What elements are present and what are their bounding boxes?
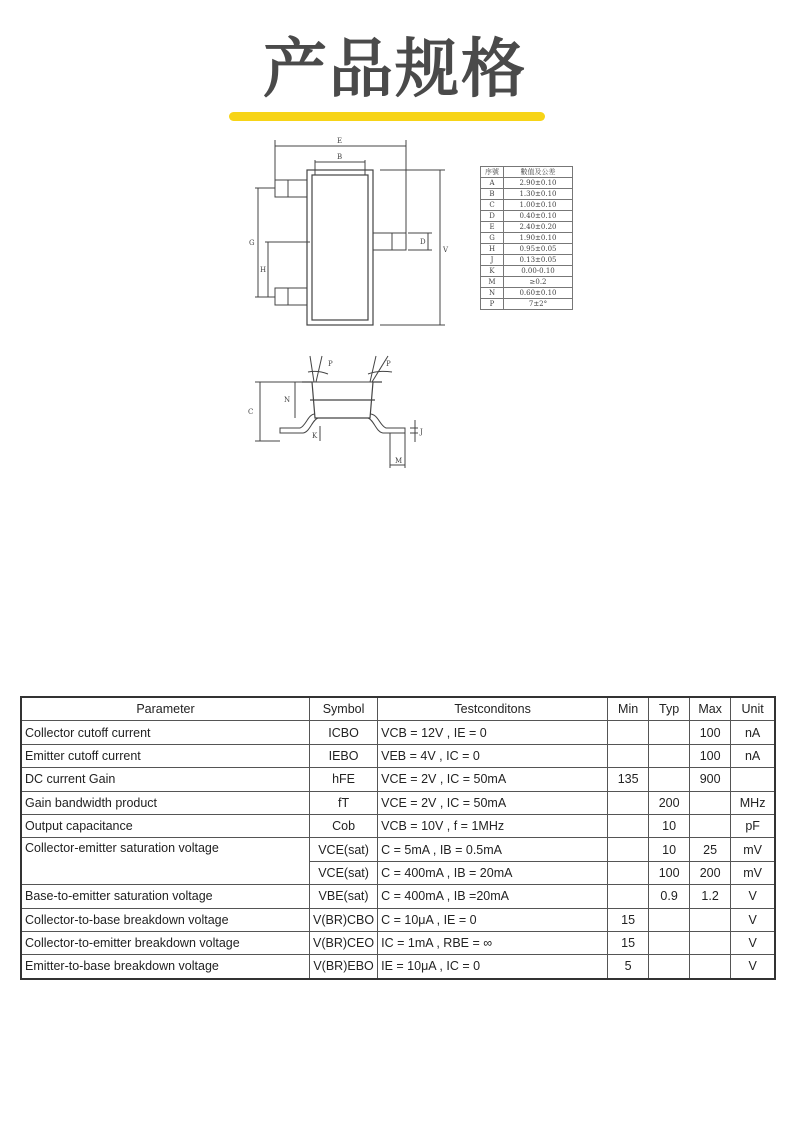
symbol-cell: V(BR)CEO — [310, 931, 378, 954]
min-cell: 15 — [608, 908, 649, 931]
dimension-row — [481, 211, 573, 222]
dimension-value: 0.00-0.10 — [504, 266, 573, 277]
max-cell: 100 — [690, 744, 731, 767]
header-unit: Unit — [731, 697, 776, 721]
condition-cell: VEB = 4V , IC = 0 — [378, 744, 608, 767]
dimension-row — [481, 200, 573, 211]
spec-row — [21, 768, 775, 791]
unit-cell: nA — [731, 744, 776, 767]
min-cell — [608, 721, 649, 744]
spec-row — [21, 885, 775, 908]
drawing-label-e: E — [337, 137, 343, 145]
max-cell: 25 — [690, 838, 731, 861]
spec-row — [21, 744, 775, 767]
symbol-cell: fT — [310, 791, 378, 814]
dimension-row — [481, 244, 573, 255]
dimension-value: 1.00±0.10 — [504, 200, 573, 211]
max-cell: 200 — [690, 861, 731, 884]
min-cell: 5 — [608, 955, 649, 979]
package-outline-drawing — [240, 130, 475, 475]
spec-row — [21, 721, 775, 744]
unit-cell: mV — [731, 838, 776, 861]
min-cell — [608, 838, 649, 861]
condition-cell: C = 400mA , IB = 20mA — [378, 861, 608, 884]
drawing-label-g: G — [249, 239, 255, 247]
parameter-cell: Output capacitance — [21, 814, 310, 837]
drawing-label-v: V — [443, 246, 449, 254]
condition-cell: C = 10μA , IE = 0 — [378, 908, 608, 931]
min-cell — [608, 744, 649, 767]
drawing-label-m: M — [395, 457, 403, 465]
max-cell: 1.2 — [690, 885, 731, 908]
dimension-table-header — [481, 167, 573, 178]
typ-cell — [649, 931, 690, 954]
symbol-cell: ICBO — [310, 721, 378, 744]
dimension-header-index: 序號 — [481, 167, 504, 178]
spec-row — [21, 814, 775, 837]
parameter-cell: Base-to-emitter saturation voltage — [21, 885, 310, 908]
max-cell — [690, 791, 731, 814]
drawing-label-p-left: P — [328, 360, 333, 368]
min-cell — [608, 814, 649, 837]
drawing-label-c: C — [248, 408, 254, 416]
unit-cell: V — [731, 931, 776, 954]
max-cell — [690, 814, 731, 837]
dimension-header-value: 數值及公差 — [504, 167, 573, 178]
dimension-row — [481, 222, 573, 233]
parameter-cell: DC current Gain — [21, 768, 310, 791]
condition-cell: VCE = 2V , IC = 50mA — [378, 768, 608, 791]
dimension-row — [481, 288, 573, 299]
min-cell: 135 — [608, 768, 649, 791]
unit-cell: nA — [731, 721, 776, 744]
header-max: Max — [690, 697, 731, 721]
max-cell — [690, 931, 731, 954]
dimension-row — [481, 266, 573, 277]
condition-cell: VCB = 10V , f = 1MHz — [378, 814, 608, 837]
parameter-cell: Collector-emitter saturation voltage — [21, 838, 310, 885]
unit-cell — [731, 768, 776, 791]
dimension-row — [481, 233, 573, 244]
dimension-row — [481, 189, 573, 200]
header-symbol: Symbol — [310, 697, 378, 721]
page-title: 产品规格 — [263, 33, 527, 107]
dimension-code: C — [481, 200, 504, 211]
dimension-code: B — [481, 189, 504, 200]
spec-row — [21, 931, 775, 954]
parameter-cell: Emitter-to-base breakdown voltage — [21, 955, 310, 979]
unit-cell: V — [731, 955, 776, 979]
dimension-row — [481, 299, 573, 310]
drawing-label-j: J — [420, 428, 423, 436]
drawing-label-p-right: P — [386, 360, 391, 368]
symbol-cell: IEBO — [310, 744, 378, 767]
max-cell: 900 — [690, 768, 731, 791]
parameter-cell: Emitter cutoff current — [21, 744, 310, 767]
unit-cell: V — [731, 908, 776, 931]
typ-cell — [649, 768, 690, 791]
max-cell — [690, 955, 731, 979]
typ-cell: 10 — [649, 838, 690, 861]
parameter-cell: Gain bandwidth product — [21, 791, 310, 814]
dimension-value: 0.95±0.05 — [504, 244, 573, 255]
drawing-label-n: N — [284, 396, 291, 404]
symbol-cell: V(BR)CBO — [310, 908, 378, 931]
spec-row — [21, 908, 775, 931]
unit-cell: mV — [731, 861, 776, 884]
symbol-cell: Cob — [310, 814, 378, 837]
dimension-value: 1.30±0.10 — [504, 189, 573, 200]
dimension-code: G — [481, 233, 504, 244]
unit-cell: pF — [731, 814, 776, 837]
typ-cell — [649, 721, 690, 744]
dimension-code: P — [481, 299, 504, 310]
condition-cell: C = 5mA , IB = 0.5mA — [378, 838, 608, 861]
drawing-label-h: H — [260, 266, 267, 274]
dimension-value: 2.90±0.10 — [504, 178, 573, 189]
parameter-cell: Collector-to-emitter breakdown voltage — [21, 931, 310, 954]
min-cell — [608, 791, 649, 814]
drawing-label-d: D — [420, 238, 426, 246]
dimension-code: D — [481, 211, 504, 222]
typ-cell: 0.9 — [649, 885, 690, 908]
dimension-code: N — [481, 288, 504, 299]
dimension-value: 1.90±0.10 — [504, 233, 573, 244]
condition-cell: C = 400mA , IB =20mA — [378, 885, 608, 908]
symbol-cell: V(BR)EBO — [310, 955, 378, 979]
dimension-code: J — [481, 255, 504, 266]
drawing-label-k: K — [312, 432, 318, 440]
min-cell: 15 — [608, 931, 649, 954]
max-cell — [690, 908, 731, 931]
dimension-table — [480, 166, 573, 310]
spec-table-header — [21, 697, 775, 721]
unit-cell: V — [731, 885, 776, 908]
unit-cell: MHz — [731, 791, 776, 814]
parameter-cell: Collector cutoff current — [21, 721, 310, 744]
header-min: Min — [608, 697, 649, 721]
spec-row — [21, 838, 775, 861]
header-parameter: Parameter — [21, 697, 310, 721]
dimension-value: 0.13±0.05 — [504, 255, 573, 266]
max-cell: 100 — [690, 721, 731, 744]
typ-cell — [649, 744, 690, 767]
min-cell — [608, 885, 649, 908]
header-testconditions: Testconditons — [378, 697, 608, 721]
title-underline — [229, 112, 545, 121]
dimension-value: 2.40±0.20 — [504, 222, 573, 233]
typ-cell — [649, 955, 690, 979]
dimension-row — [481, 277, 573, 288]
symbol-cell: VBE(sat) — [310, 885, 378, 908]
condition-cell: IE = 10μA , IC = 0 — [378, 955, 608, 979]
min-cell — [608, 861, 649, 884]
symbol-cell: VCE(sat) — [310, 838, 378, 861]
dimension-code: M — [481, 277, 504, 288]
dimension-value: 0.60±0.10 — [504, 288, 573, 299]
condition-cell: VCB = 12V , IE = 0 — [378, 721, 608, 744]
parameter-cell: Collector-to-base breakdown voltage — [21, 908, 310, 931]
condition-cell: IC = 1mA , RBE = ∞ — [378, 931, 608, 954]
dimension-value: ≥0.2 — [504, 277, 573, 288]
dimension-code: E — [481, 222, 504, 233]
spec-row — [21, 791, 775, 814]
typ-cell: 100 — [649, 861, 690, 884]
spec-table — [20, 696, 776, 980]
dimension-value: 0.40±0.10 — [504, 211, 573, 222]
dimension-row — [481, 178, 573, 189]
spec-row — [21, 955, 775, 979]
symbol-cell: hFE — [310, 768, 378, 791]
symbol-cell: VCE(sat) — [310, 861, 378, 884]
typ-cell: 10 — [649, 814, 690, 837]
dimension-code: K — [481, 266, 504, 277]
condition-cell: VCE = 2V , IC = 50mA — [378, 791, 608, 814]
dimension-code: H — [481, 244, 504, 255]
typ-cell — [649, 908, 690, 931]
dimension-value: 7±2° — [504, 299, 573, 310]
dimension-code: A — [481, 178, 504, 189]
header-typ: Typ — [649, 697, 690, 721]
typ-cell: 200 — [649, 791, 690, 814]
dimension-row — [481, 255, 573, 266]
drawing-label-b: B — [337, 153, 343, 161]
